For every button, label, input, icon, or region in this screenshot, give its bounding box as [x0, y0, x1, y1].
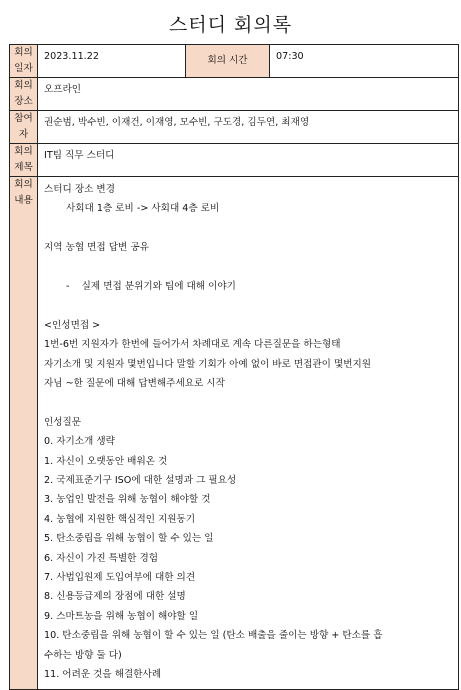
blank-line: [44, 296, 452, 315]
date-row: [10, 45, 459, 78]
meeting-content: [38, 177, 459, 690]
content-line: 3. 농업인 발전을 위해 농협이 해야할 것: [44, 494, 211, 506]
blank-line: [44, 219, 452, 238]
content-row: [10, 177, 459, 690]
content-line: 0. 자기소개 생략: [44, 436, 115, 448]
attendees-row: [10, 111, 459, 144]
content-line: - 실제 면접 분위기와 팁에 대해 이야기: [66, 281, 236, 292]
subject-row: [10, 144, 459, 177]
content-line: <인성면접 >: [44, 319, 101, 331]
content-line: 2. 국제표준기구 ISO에 대한 설명과 그 필요성: [44, 475, 237, 487]
content-line: 11. 어려운 것을 해결한사례: [44, 669, 162, 681]
content-line: 8. 신용등급제의 장점에 대한 설명: [44, 591, 186, 603]
meeting-minutes-table: [9, 44, 459, 690]
content-lines: [44, 180, 452, 685]
place-value: 오프라인: [38, 78, 459, 111]
content-label: 회의 내용: [10, 177, 38, 690]
content-line: 10. 탄소중립을 위해 농협이 할 수 있는 일 (탄소 배출을 줄이는 방향 + 탄소를 흡: [44, 630, 383, 642]
subject-label: 회의 제목: [10, 144, 38, 177]
content-line: 사회대 1층 로비 -> 사회대 4층 로비: [66, 203, 220, 215]
time-value: 07:30: [270, 45, 459, 78]
blank-line: [44, 258, 452, 277]
content-line: 지역 농협 면접 답변 공유: [44, 242, 149, 254]
place-row: [10, 78, 459, 111]
content-line: 자기소개 및 지원자 몇번입니다 말할 기회가 아예 없이 바로 면접관이 몇번지원: [44, 358, 372, 370]
content-line: 스터디 장소 변경: [44, 184, 115, 195]
subject-value: IT팀 직무 스터디: [38, 144, 459, 177]
content-line: 수하는 방향 둘 다): [44, 649, 122, 661]
content-line: 인성질문: [44, 416, 82, 428]
content-line: 자님 ~한 질문에 대해 답변해주세요로 시작: [44, 378, 225, 390]
place-label: 회의 장소: [10, 78, 38, 111]
attendees-value: 권순범, 박수빈, 이재건, 이재영, 모수빈, 구도경, 김두연, 최재영: [38, 111, 459, 144]
attendees-label: 참여 자: [10, 111, 38, 144]
date-value: 2023.11.22: [38, 45, 186, 78]
blank-line: [44, 393, 452, 412]
content-line: 6. 자신이 가진 특별한 경험: [44, 552, 159, 564]
time-label: 회의 시간: [186, 45, 270, 78]
content-line: 1. 자신이 오랫동안 배워온 것: [44, 455, 168, 467]
date-label: 회의 일자: [10, 45, 38, 78]
content-line: 1번-6번 지원자가 한번에 들어가서 차례대로 계속 다른질문을 하는형태: [44, 339, 341, 351]
content-line: 5. 탄소중립을 위해 농협이 할 수 있는 일: [44, 533, 214, 545]
content-line: 7. 사법입원제 도입여부에 대한 의견: [44, 572, 196, 584]
document-title: 스터디 회의록: [168, 14, 293, 36]
content-line: 4. 농협에 지원한 핵심적인 지원동기: [44, 513, 196, 525]
content-line: 9. 스마트농을 위해 농협이 해야할 일: [44, 610, 199, 622]
